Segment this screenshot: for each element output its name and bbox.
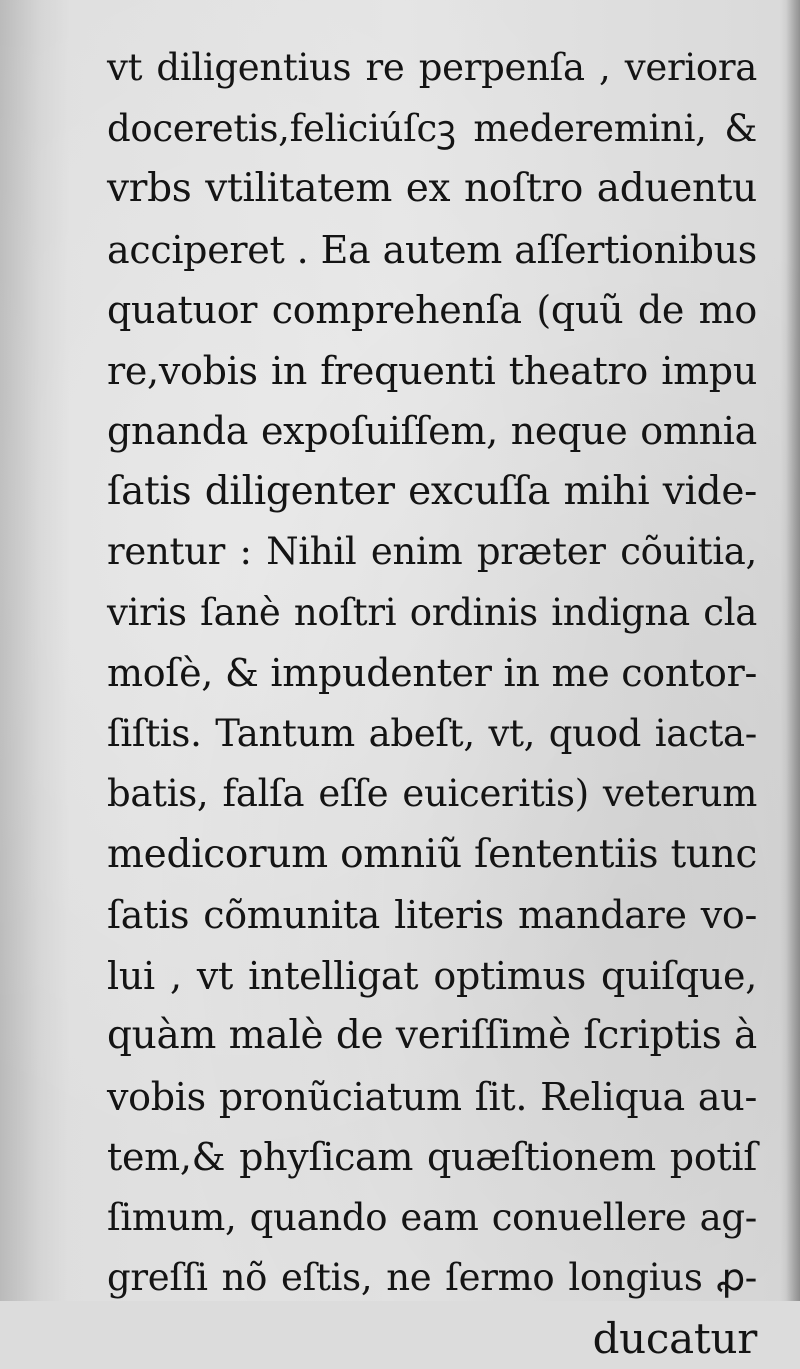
gutter-shadow <box>0 0 70 1301</box>
text-line: medicorum omniũ ſententiis tunc <box>107 825 757 886</box>
text-line: vrbs vtilitatem ex noſtro aduentu <box>107 159 757 220</box>
text-line: ſatis cõmunita literis mandare vo- <box>107 885 757 946</box>
text-line: batis, falſa eſſe euiceritis) veterum <box>107 764 757 825</box>
text-line: ſatis diligenter excuſſa mihi vide- <box>107 462 757 523</box>
text-line: greſſi nõ eſtis, ne ſermo longius ꝓ- <box>107 1248 757 1309</box>
text-line: tem,& phyſicam quæſtionem potiſ <box>107 1127 757 1188</box>
text-line: ſiſtis. Tantum abeſt, vt, quod iacta- <box>107 704 757 765</box>
text-line: vobis pronũciatum ſit. Reliqua au- <box>107 1067 757 1128</box>
catchword: ducatur <box>107 1309 757 1369</box>
text-line: ſimum, quando eam conuellere ag- <box>107 1188 757 1249</box>
text-line: lui , vt intelligat optimus quiſque, <box>107 946 757 1007</box>
body-text <box>107 38 757 1369</box>
text-line: viris ſanè noſtri ordinis indigna cla <box>107 583 757 644</box>
text-line: gnanda expoſuiſſem, neque omnia <box>107 401 757 462</box>
page-edge-shadow <box>786 0 800 1301</box>
text-line: vt diligentius re perpenſa , veriora <box>107 38 757 99</box>
text-line: doceretis,feliciúſcꝫ mederemini, & <box>107 99 757 160</box>
text-line: rentur : Nihil enim præter cõuitia, <box>107 522 757 583</box>
text-line: moſè, & impudenter in me contor- <box>107 643 757 704</box>
text-line: quàm malè de veriſſimè ſcriptis à <box>107 1006 757 1067</box>
text-line: re,vobis in frequenti theatro impu <box>107 341 757 402</box>
text-line: quatuor comprehenſa (quũ de mo <box>107 280 757 341</box>
text-line: acciperet . Ea autem aſſertionibus <box>107 220 757 281</box>
